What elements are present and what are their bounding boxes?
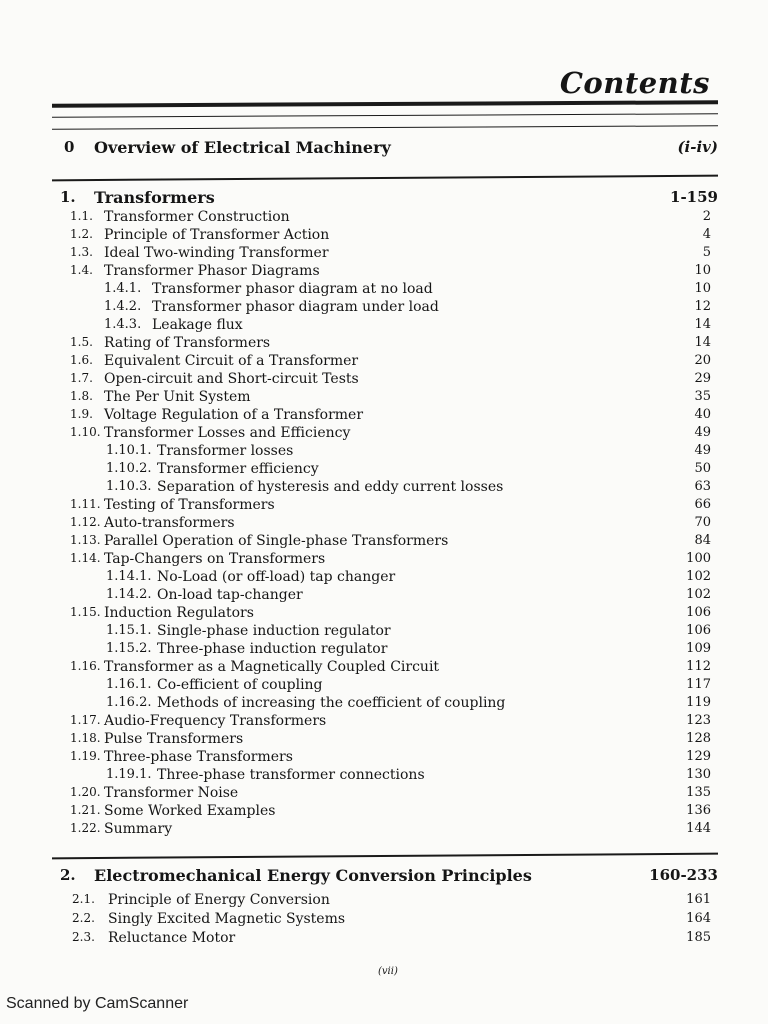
toc-entry bbox=[0, 587, 768, 607]
section-number: 1.16. bbox=[70, 659, 101, 673]
section-number: 1.21. bbox=[70, 803, 101, 817]
toc-entry bbox=[0, 892, 768, 912]
section-title: Audio-Frequency Transformers bbox=[104, 713, 327, 729]
toc-entry bbox=[0, 911, 768, 931]
section-page: 40 bbox=[694, 407, 711, 422]
toc-entry bbox=[0, 677, 768, 697]
section-number: 1.9. bbox=[70, 407, 93, 421]
section-title: Three-phase induction regulator bbox=[157, 641, 388, 657]
section-number: 2.2. bbox=[72, 911, 95, 925]
section-title: Singly Excited Magnetic Systems bbox=[108, 911, 346, 927]
toc-entry bbox=[0, 209, 768, 229]
section-number: 1.17. bbox=[70, 713, 101, 727]
toc-entry bbox=[0, 605, 768, 625]
section-number: 1.13. bbox=[70, 533, 101, 547]
section-number: 1.4.3. bbox=[104, 317, 142, 332]
toc-entry bbox=[0, 641, 768, 661]
page-folio: (vii) bbox=[378, 966, 398, 977]
section-page: 50 bbox=[694, 461, 711, 476]
section-title: Transformer Losses and Efficiency bbox=[104, 425, 351, 441]
section-number: 1.2. bbox=[70, 227, 93, 241]
section-number: 1.15.2. bbox=[106, 641, 152, 656]
section-page: 5 bbox=[702, 245, 711, 260]
toc-entry bbox=[0, 281, 768, 301]
toc-entry bbox=[0, 497, 768, 517]
chapter-number: 2. bbox=[60, 866, 76, 884]
section-number: 1.10.3. bbox=[106, 479, 152, 494]
toc-entry bbox=[0, 623, 768, 643]
section-number: 1.14.1. bbox=[106, 569, 152, 584]
toc-entry bbox=[0, 479, 768, 499]
toc-entry bbox=[0, 821, 768, 841]
section-number: 1.19. bbox=[70, 749, 101, 763]
section-title: Separation of hysteresis and eddy current losses bbox=[157, 479, 504, 495]
section-page: 106 bbox=[686, 605, 711, 620]
heading-rule-thin bbox=[52, 113, 718, 117]
section-title: Transformer phasor diagram under load bbox=[152, 299, 439, 315]
toc-entry bbox=[0, 335, 768, 355]
toc-entry bbox=[0, 515, 768, 535]
section-page: 14 bbox=[694, 335, 711, 350]
section-number: 1.10.1. bbox=[106, 443, 152, 458]
section-page: 10 bbox=[694, 281, 711, 296]
section-number: 1.12. bbox=[70, 515, 101, 529]
chapter-title: Electromechanical Energy Conversion Principles bbox=[94, 866, 532, 885]
section-title: Voltage Regulation of a Transformer bbox=[104, 407, 364, 423]
section-number: 1.19.1. bbox=[106, 767, 152, 782]
section-page: 136 bbox=[686, 803, 711, 818]
toc-entry bbox=[0, 569, 768, 589]
toc-entry bbox=[0, 245, 768, 265]
section-page: 129 bbox=[686, 749, 711, 764]
section-page: 185 bbox=[686, 930, 711, 945]
heading-rule-thin bbox=[52, 125, 718, 129]
section-title: Tap-Changers on Transformers bbox=[104, 551, 326, 567]
section-number: 1.4.2. bbox=[104, 299, 142, 314]
chapter-title: Transformers bbox=[94, 188, 215, 207]
section-title: Summary bbox=[104, 821, 173, 837]
section-title: Methods of increasing the coefficient of coupling bbox=[157, 695, 506, 711]
section-page: 123 bbox=[686, 713, 711, 728]
section-number: 1.4. bbox=[70, 263, 93, 277]
section-page: 130 bbox=[686, 767, 711, 782]
section-title: Three-phase transformer connections bbox=[157, 767, 425, 783]
section-page: 2 bbox=[702, 209, 711, 224]
scanner-watermark: Scanned by CamScanner bbox=[6, 995, 189, 1012]
chapter-1-entry bbox=[0, 188, 768, 208]
section-number: 2.1. bbox=[72, 892, 95, 906]
chapter-pages: 160-233 bbox=[649, 866, 718, 884]
section-page: 29 bbox=[694, 371, 711, 386]
section-title: The Per Unit System bbox=[104, 389, 251, 405]
section-title: Equivalent Circuit of a Transformer bbox=[104, 353, 359, 369]
section-number: 1.10. bbox=[70, 425, 101, 439]
contents-heading: Contents bbox=[559, 66, 710, 100]
section-page: 66 bbox=[694, 497, 711, 512]
section-number: 1.11. bbox=[70, 497, 101, 511]
section-number: 1.15. bbox=[70, 605, 101, 619]
section-page: 135 bbox=[686, 785, 711, 800]
section-number: 1.14.2. bbox=[106, 587, 152, 602]
section-number: 1.18. bbox=[70, 731, 101, 745]
section-page: 112 bbox=[686, 659, 711, 674]
section-title: Auto-transformers bbox=[104, 515, 235, 531]
section-page: 35 bbox=[694, 389, 711, 404]
toc-entry bbox=[0, 443, 768, 463]
section-title: Single-phase induction regulator bbox=[157, 623, 391, 639]
heading-rule-thick bbox=[52, 100, 718, 107]
toc-entry bbox=[0, 353, 768, 373]
section-title: Reluctance Motor bbox=[108, 930, 236, 946]
toc-entry bbox=[0, 731, 768, 751]
section-page: 12 bbox=[694, 299, 711, 314]
section-title: Three-phase Transformers bbox=[104, 749, 293, 765]
section-page: 14 bbox=[694, 317, 711, 332]
section-page: 102 bbox=[686, 569, 711, 584]
toc-entry bbox=[0, 803, 768, 823]
chapter-0-entry bbox=[0, 138, 768, 158]
section-title: Pulse Transformers bbox=[104, 731, 244, 747]
section-title: Co-efficient of coupling bbox=[157, 677, 323, 693]
section-page: 161 bbox=[686, 892, 711, 907]
section-page: 70 bbox=[694, 515, 711, 530]
section-number: 1.6. bbox=[70, 353, 93, 367]
toc-entry bbox=[0, 767, 768, 787]
section-title: Principle of Transformer Action bbox=[104, 227, 330, 243]
section-page: 164 bbox=[686, 911, 711, 926]
toc-entry bbox=[0, 263, 768, 283]
section-page: 119 bbox=[686, 695, 711, 710]
section-number: 1.16.1. bbox=[106, 677, 152, 692]
toc-entry bbox=[0, 407, 768, 427]
section-number: 1.14. bbox=[70, 551, 101, 565]
toc-entry bbox=[0, 533, 768, 553]
section-title: Transformer losses bbox=[157, 443, 294, 459]
chapter-pages: (i-iv) bbox=[677, 138, 718, 156]
section-title: No-Load (or off-load) tap changer bbox=[157, 569, 396, 585]
section-title: On-load tap-changer bbox=[157, 587, 303, 603]
toc-entry bbox=[0, 785, 768, 805]
chapter-pages: 1-159 bbox=[670, 188, 718, 206]
section-title: Ideal Two-winding Transformer bbox=[104, 245, 329, 261]
section-title: Transformer Phasor Diagrams bbox=[104, 263, 320, 279]
section-number: 1.15.1. bbox=[106, 623, 152, 638]
toc-entry bbox=[0, 371, 768, 391]
section-page: 10 bbox=[694, 263, 711, 278]
toc-entry bbox=[0, 749, 768, 769]
chapter-title: Overview of Electrical Machinery bbox=[94, 138, 391, 157]
section-page: 117 bbox=[686, 677, 711, 692]
section-page: 49 bbox=[694, 425, 711, 440]
section-title: Testing of Transformers bbox=[104, 497, 275, 513]
section-page: 106 bbox=[686, 623, 711, 638]
section-title: Transformer as a Magnetically Coupled Circuit bbox=[104, 659, 440, 675]
toc-entry bbox=[0, 713, 768, 733]
toc-entry bbox=[0, 299, 768, 319]
toc-entry bbox=[0, 551, 768, 571]
section-page: 63 bbox=[694, 479, 711, 494]
section-title: Rating of Transformers bbox=[104, 335, 271, 351]
toc-entry bbox=[0, 695, 768, 715]
section-page: 109 bbox=[686, 641, 711, 656]
section-page: 100 bbox=[686, 551, 711, 566]
toc-entry bbox=[0, 659, 768, 679]
section-title: Parallel Operation of Single-phase Transformers bbox=[104, 533, 449, 549]
section-number: 1.5. bbox=[70, 335, 93, 349]
chapter-separator-rule bbox=[52, 853, 718, 860]
section-title: Induction Regulators bbox=[104, 605, 254, 621]
section-page: 20 bbox=[694, 353, 711, 368]
section-number: 1.22. bbox=[70, 821, 101, 835]
toc-entry bbox=[0, 461, 768, 481]
toc-entry bbox=[0, 317, 768, 337]
section-title: Transformer Construction bbox=[104, 209, 290, 225]
section-title: Transformer Noise bbox=[104, 785, 239, 801]
section-page: 49 bbox=[694, 443, 711, 458]
section-number: 1.7. bbox=[70, 371, 93, 385]
section-number: 1.20. bbox=[70, 785, 101, 799]
toc-entry bbox=[0, 425, 768, 445]
chapter-2-entry bbox=[0, 866, 768, 886]
toc-entry bbox=[0, 227, 768, 247]
section-number: 1.4.1. bbox=[104, 281, 142, 296]
section-number: 1.1. bbox=[70, 209, 93, 223]
chapter-number: 0 bbox=[64, 138, 75, 156]
section-title: Open-circuit and Short-circuit Tests bbox=[104, 371, 359, 387]
section-page: 4 bbox=[702, 227, 711, 242]
section-page: 84 bbox=[694, 533, 711, 548]
section-page: 128 bbox=[686, 731, 711, 746]
section-number: 1.3. bbox=[70, 245, 93, 259]
section-number: 1.8. bbox=[70, 389, 93, 403]
section-title: Transformer phasor diagram at no load bbox=[152, 281, 433, 297]
section-page: 102 bbox=[686, 587, 711, 602]
section-number: 2.3. bbox=[72, 930, 95, 944]
chapter-number: 1. bbox=[60, 188, 76, 206]
section-title: Leakage flux bbox=[152, 317, 243, 333]
section-page: 144 bbox=[686, 821, 711, 836]
section-number: 1.16.2. bbox=[106, 695, 152, 710]
section-title: Principle of Energy Conversion bbox=[108, 892, 330, 908]
section-title: Transformer efficiency bbox=[157, 461, 319, 477]
toc-entry bbox=[0, 930, 768, 950]
section-title: Some Worked Examples bbox=[104, 803, 276, 819]
section-number: 1.10.2. bbox=[106, 461, 152, 476]
toc-entry bbox=[0, 389, 768, 409]
chapter-separator-rule bbox=[52, 175, 718, 182]
